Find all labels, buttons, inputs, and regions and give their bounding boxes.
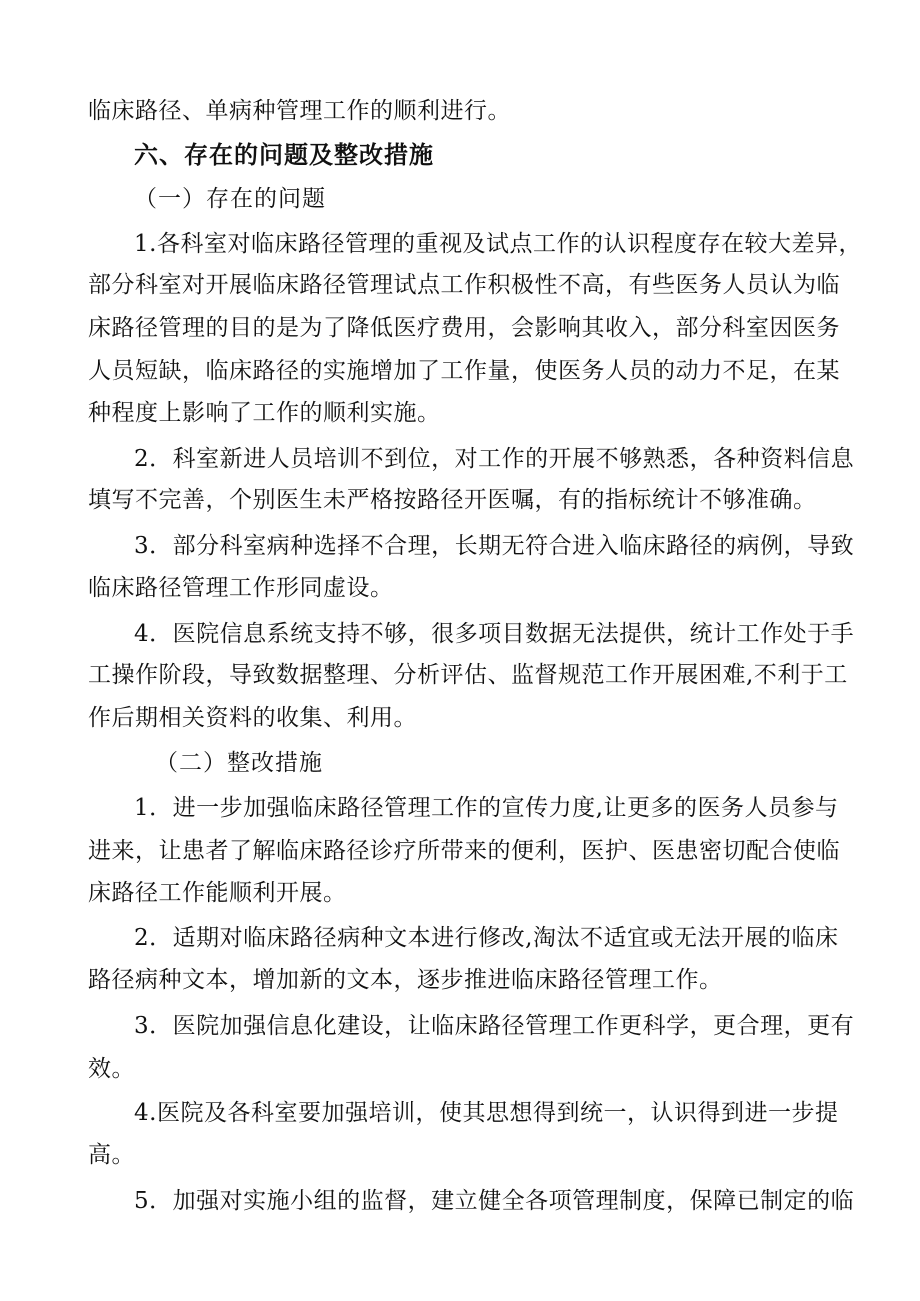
problem-2-line-2: 填写不完善，个别医生未严格按路径开医嘱，有的指标统计不够准确。 (88, 487, 817, 513)
problem-1-line-5: 种程度上影响了工作的顺利实施。 (88, 400, 441, 426)
problem-1-line-1: 1.各科室对临床路径管理的重视及试点工作的认识程度存在较大差异， (134, 231, 862, 257)
problem-4-line-2: 工操作阶段，导致数据整理、分析评估、监督规范工作开展困难,不利于工 (88, 662, 848, 688)
problem-3-line-2: 临床路径管理工作形同虚设。 (88, 575, 394, 601)
problems-subheading: （一）存在的问题 (134, 186, 326, 212)
measure-2-line-1: 2．适期对临床路径病种文本进行修改,淘汰不适宜或无法开展的临床 (134, 925, 839, 951)
measure-3-line-1: 3．医院加强信息化建设，让临床路径管理工作更科学，更合理，更有 (134, 1013, 855, 1039)
problem-1-line-3: 床路径管理的目的是为了降低医疗费用，会影响其收入，部分科室因医务 (88, 315, 840, 341)
measure-4-line-1: 4.医院及各科室要加强培训，使其思想得到统一，认识得到进一步提 (134, 1100, 839, 1126)
problem-1-line-4: 人员短缺，临床路径的实施增加了工作量，使医务人员的动力不足，在某 (88, 358, 840, 384)
section-heading: 六、存在的问题及整改措施 (134, 141, 434, 169)
problem-4-line-1: 4．医院信息系统支持不够，很多项目数据无法提供，统计工作处于手 (134, 621, 855, 647)
measure-1-line-1: 1．进一步加强临床路径管理工作的宣传力度,让更多的医务人员参与 (134, 795, 839, 821)
measure-4-line-2: 高。 (88, 1142, 135, 1168)
measures-subheading: （二）整改措施 (155, 750, 323, 776)
measure-5-line-1: 5．加强对实施小组的监督，建立健全各项管理制度，保障已制定的临 (134, 1188, 855, 1214)
problem-2-line-1: 2．科室新进人员培训不到位，对工作的开展不够熟悉，各种资料信息 (134, 446, 855, 472)
measure-1-line-2: 进来，让患者了解临床路径诊疗所带来的便利，医护、医患密切配合使临 (88, 838, 840, 864)
intro-tail-line: 临床路径、单病种管理工作的顺利进行。 (88, 98, 511, 124)
problem-1-line-2: 部分科室对开展临床路径管理试点工作积极性不高，有些医务人员认为临 (88, 272, 840, 298)
measure-1-line-3: 床路径工作能顺利开展。 (88, 880, 347, 906)
problem-4-line-3: 作后期相关资料的收集、利用。 (88, 705, 417, 731)
measure-2-line-2: 路径病种文本，增加新的文本，逐步推进临床路径管理工作。 (88, 967, 723, 993)
measure-3-line-2: 效。 (88, 1056, 135, 1082)
problem-3-line-1: 3．部分科室病种选择不合理，长期无符合进入临床路径的病例，导致 (134, 533, 855, 559)
